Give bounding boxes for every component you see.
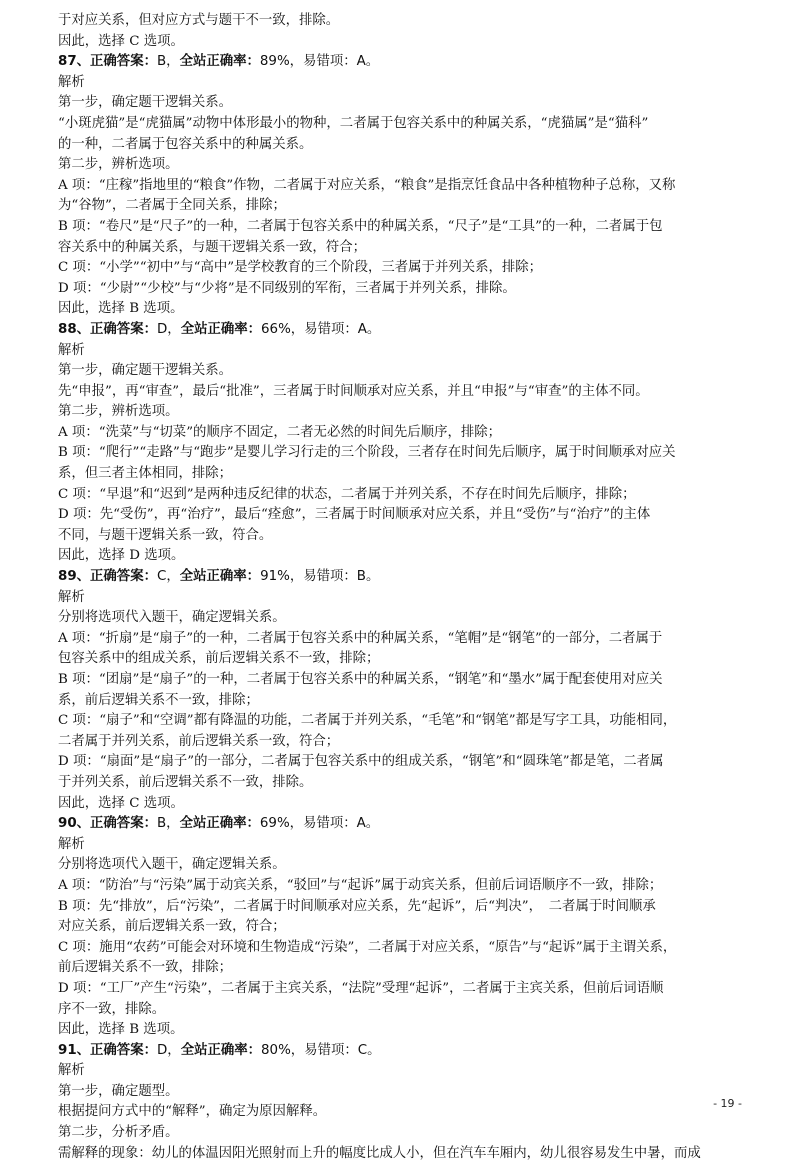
- text-line: 解析: [58, 342, 85, 358]
- answer-label: 正确答案：: [90, 569, 157, 585]
- accuracy-and-distractor: 80%，易错项：C。: [261, 1042, 381, 1058]
- text-line: 解析: [58, 1063, 85, 1079]
- accuracy-label: 全站正确率：: [179, 54, 260, 70]
- text-line: B 项：“团扇”是“扇子”的一种，二者属于包容关系中的种属关系，“钢笔”和“墨水”属于配套使用对应关: [58, 672, 663, 687]
- text-line: 根据提问方式中的“解释”，确定为原因解释。: [58, 1104, 327, 1120]
- text-line: B 项：“卷尺”是“尺子”的一种，二者属于包容关系中的种属关系，“尺子”是“工具”的一种，二者属于包: [58, 218, 663, 234]
- text-line: B 项：先“排放”，后“污染”，二者属于时间顺承对应关系，先“起诉”，后“判决”， 二者属于时间顺承: [58, 898, 656, 914]
- text-line: 因此，选择 D 选项。: [58, 548, 185, 564]
- text-line: 解析: [58, 836, 85, 852]
- text-line: 因此，选择 B 选项。: [58, 1022, 184, 1038]
- question-answer-line: [58, 1041, 742, 1062]
- text-line: 为“谷物”，二者属于全同关系，排除；: [58, 198, 286, 214]
- text-line: C 项：“小学”“初中”与“高中”是学校教育的三个阶段，三者属于并列关系，排除；: [58, 260, 543, 276]
- text-line: A 项：“洗菜”与“切菜”的顺序不固定，二者无必然的时间先后顺序，排除；: [58, 424, 502, 440]
- text-line: 第二步，分析矛盾。: [58, 1125, 179, 1141]
- question-number: 91、: [58, 1042, 91, 1058]
- text-line: A 项：“庄稼”指地里的“粮食”作物，二者属于对应关系，“粮食”是指烹饪食品中各种植物种子总称，又称: [58, 177, 676, 193]
- text-line: 不同，与题干逻辑关系一致，符合。: [58, 527, 273, 543]
- text-line: 第一步，确定题型。: [58, 1083, 179, 1099]
- text-line: 解析: [58, 589, 85, 605]
- text-line: 第二步，辨析选项。: [58, 404, 179, 420]
- accuracy-and-distractor: 66%，易错项：A。: [261, 321, 381, 337]
- text-line: 对应关系，前后逻辑关系一致，符合；: [58, 919, 286, 935]
- accuracy-label: 全站正确率：: [180, 1042, 262, 1058]
- text-line: A 项：“防治”与“污染”属于动宾关系，“驳回”与“起诉”属于动宾关系，但前后词语顺序不一致，排除；: [58, 877, 663, 893]
- text-line: D 项：“扇面”是“扇子”的一部分，二者属于包容关系中的组成关系，“钢笔”和“圆珠笔”都是笔，二者属: [58, 754, 664, 770]
- text-line: B 项：“爬行”“走路”与“跑步”是婴儿学习行走的三个阶段，三者存在时间先后顺序，属于时间顺承对应关: [58, 445, 676, 461]
- accuracy-and-distractor: 91%，易错项：B。: [260, 569, 380, 585]
- text-line: D 项：“工厂”产生“污染”，二者属于主宾关系，“法院”受理“起诉”，二者属于主宾关系，但前后词语顺: [58, 980, 664, 996]
- correct-answer: D，: [156, 1042, 181, 1058]
- text-line: 于对应关系，但对应方式与题干不一致，排除。: [58, 13, 340, 28]
- text-line: C 项：“早退”和“迟到”是两种违反纪律的状态，二者属于并列关系，不存在时间先后顺序，排除；: [58, 486, 636, 502]
- question-answer-line: [58, 814, 742, 835]
- question-number: 89、: [58, 569, 91, 585]
- text-line: 系，但三者主体相同，排除；: [58, 466, 233, 482]
- correct-answer: D，: [156, 321, 181, 337]
- question-number: 90、: [58, 816, 91, 832]
- question-number: 88、: [58, 321, 91, 337]
- document-body: [58, 11, 742, 1164]
- question-answer-line: [58, 320, 742, 341]
- text-line: “小斑虎猫”是“虎猫属”动物中体形最小的物种，二者属于包容关系中的种属关系，“虎猫属”是“猫科”: [58, 115, 649, 131]
- answer-label: 正确答案：: [90, 1042, 157, 1058]
- answer-label: 正确答案：: [90, 54, 157, 70]
- accuracy-label: 全站正确率：: [180, 321, 262, 337]
- text-line: C 项：施用“农药”可能会对环境和生物造成“污染”，二者属于对应关系，“原告”与“起诉”属于主谓关系，: [58, 939, 677, 955]
- accuracy-and-distractor: 69%，易错项：A。: [259, 816, 380, 832]
- text-line: A 项：“折扇”是“扇子”的一种，二者属于包容关系中的种属关系，“笔帽”是“钢笔”的一部分，二者属于: [58, 630, 663, 646]
- text-line: 第二步，辨析选项。: [58, 157, 179, 173]
- text-line: 因此，选择 C 选项。: [58, 795, 184, 811]
- text-line: C 项：“扇子”和“空调”都有降温的功能，二者属于并列关系，“毛笔”和“钢笔”都是写字工具，功能相同，: [58, 713, 677, 729]
- text-line: 需解释的现象：幼儿的体温因阳光照射而上升的幅度比成人小，但在汽车车厢内，幼儿很容易发生中暑，而成: [58, 1145, 701, 1161]
- text-line: 第一步，确定题干逻辑关系。: [58, 363, 233, 379]
- correct-answer: C，: [156, 569, 180, 585]
- page-number: - 19 -: [713, 1097, 742, 1110]
- text-line: 分别将选项代入题干，确定逻辑关系。: [58, 857, 286, 873]
- text-line: 分别将选项代入题干，确定逻辑关系。: [58, 610, 286, 626]
- answer-label: 正确答案：: [90, 816, 157, 832]
- answer-label: 正确答案：: [90, 321, 157, 337]
- text-line: D 项：“少尉”“少校”与“少将”是不同级别的军衔，三者属于并列关系，排除。: [58, 280, 516, 296]
- text-line: 因此，选择 B 选项。: [58, 301, 184, 317]
- correct-answer: B，: [156, 816, 180, 832]
- accuracy-and-distractor: 89%，易错项：A。: [259, 54, 380, 70]
- text-line: 系，前后逻辑关系不一致，排除；: [58, 692, 259, 708]
- text-line: 先“申报”，再“审查”，最后“批准”，三者属于时间顺承对应关系，并且“申报”与“审查”的主体不同。: [58, 383, 649, 399]
- text-line: 容关系中的种属关系，与题干逻辑关系一致，符合；: [58, 239, 366, 255]
- text-line: D 项：先“受伤”，再“治疗”，最后“痊愈”，三者属于时间顺承对应关系，并且“受伤”与“治疗”的主体: [58, 507, 651, 523]
- question-number: 87、: [58, 54, 91, 70]
- accuracy-label: 全站正确率：: [179, 569, 261, 585]
- text-line: 第一步，确定题干逻辑关系。: [58, 95, 233, 111]
- text-line: 序不一致，排除。: [58, 1001, 166, 1017]
- accuracy-label: 全站正确率：: [179, 816, 260, 832]
- text-line: 的一种，二者属于包容关系中的种属关系。: [58, 136, 313, 152]
- text-line: 包容关系中的组成关系，前后逻辑关系不一致，排除；: [58, 651, 380, 667]
- question-answer-line: [58, 567, 742, 588]
- question-answer-line: [58, 52, 742, 73]
- text-line: 解析: [58, 74, 85, 90]
- correct-answer: B，: [156, 54, 180, 70]
- text-line: 因此，选择 C 选项。: [58, 33, 184, 49]
- text-line: 二者属于并列关系，前后逻辑关系一致，符合；: [58, 733, 340, 749]
- text-line: 前后逻辑关系不一致，排除；: [58, 960, 233, 976]
- text-line: 于并列关系，前后逻辑关系不一致，排除。: [58, 774, 313, 790]
